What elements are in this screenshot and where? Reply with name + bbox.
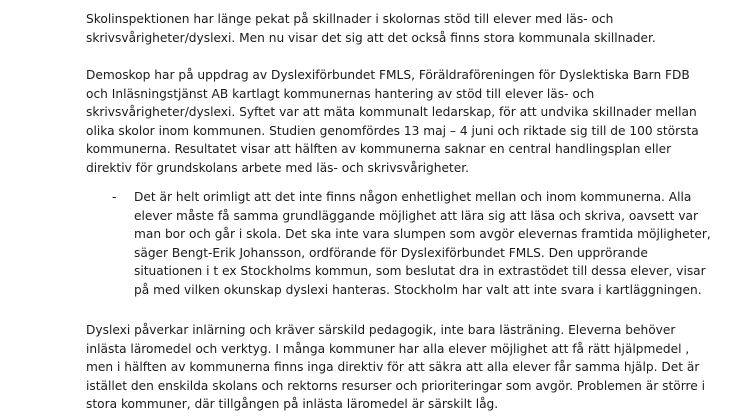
paragraph-study: Demoskop har på uppdrag av Dyslexiförbundet FMLS, Föräldraföreningen för Dyslektiska Barn FDB och Inläsningstjänst AB kartlagt kommunernas hantering av stöd till elever läs- och skrivsvårigheter/dyslexi. Syftet var att mäta kommunalt ledarskap, för att undvika skillnader mellan olika skolor inom kommunen. Studien genomfördes 13 maj – 4 juni och riktade sig till de 100 största kommunerna. Resultatet visar att hälften av kommunerna saknar en central handlingsplan eller direktiv för grundskolans arbete med läs- och skrivsvårigheter. <box>86 68 699 175</box>
paragraph-intro: Skolinspektionen har länge pekat på skillnader i skolornas stöd till elever med läs- och skrivsvårigheter/dyslexi. Men nu visar det sig att det också finns stora kommunala skillnader. <box>86 12 656 45</box>
dash-bullet: - <box>112 190 117 204</box>
quote-text: Det är helt orimligt att det inte finns någon enhetlighet mellan och inom kommunerna. Alla elever måste få samma grundläggande möjlighet att lära sig att läsa och skriva, oavsett var man bor och går i skola. Det ska inte vara slumpen som avgör elevernas framtida möjligheter, säger Bengt-Erik Johansson, ordförande för Dyslexiförbundet FMLS. Den upprörande situationen i t ex Stockholms kommun, som beslutat dra in extrastödet till dessa elever, visar på med vilken okunskap dyslexi hanteras. Stockholm har valt att inte svara i kartläggningen. <box>134 190 711 297</box>
paragraph-dyslexia: Dyslexi påverkar inlärning och kräver särskild pedagogik, inte bara lästräning. Eleverna behöver inlästa läromedel och verktyg. I många kommuner har alla elever möjlighet att få rätt hjälpmedel , men i hälften av kommunerna finns inga direktiv för att säkra att alla elever får samma hjälp. Det är istället den enskilda skolans och rektorns resurser och prioriteringar som avgör. Problemen är större i stora kommuner, där tillgången på inlästa läromedel är särskilt låg. <box>86 323 705 412</box>
